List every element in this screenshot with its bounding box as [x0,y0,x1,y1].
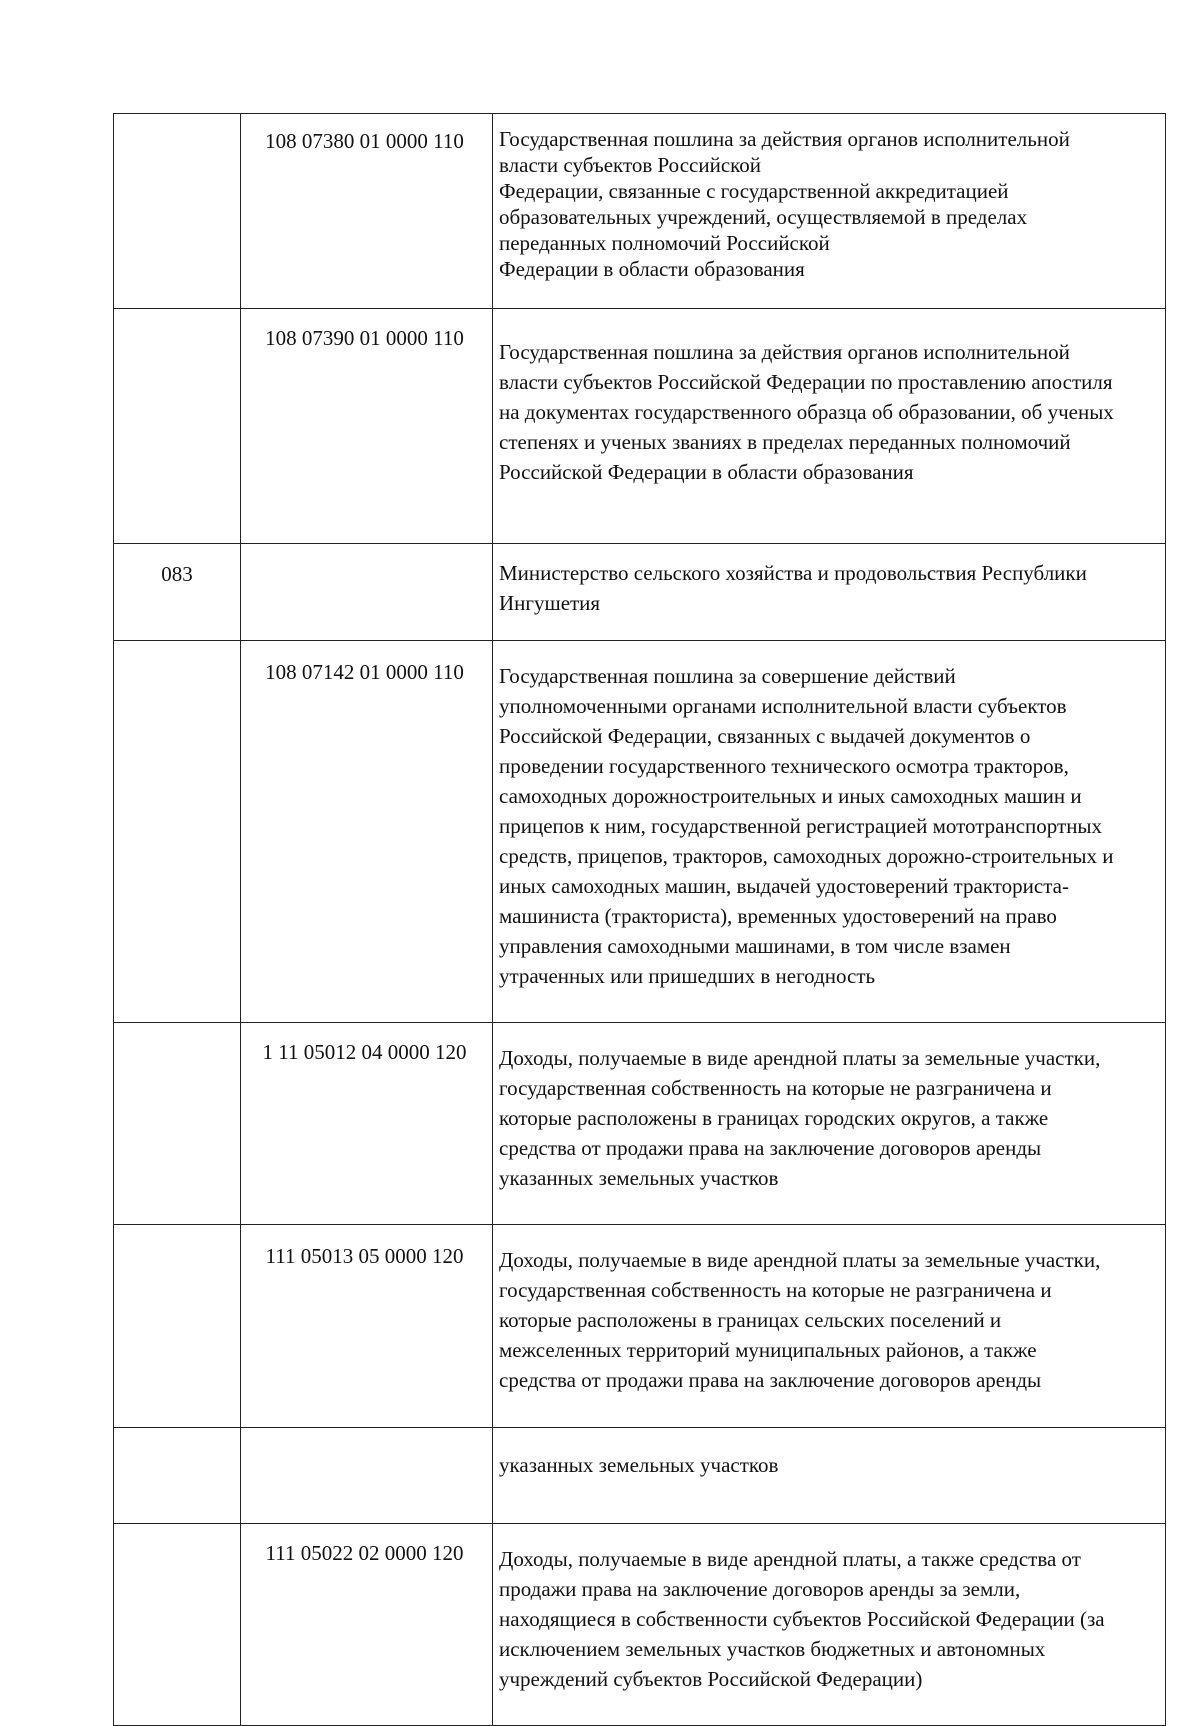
table-body [114,114,1166,1726]
description-line: продажи права на заключение договоров аренды за земли, [499,1577,1021,1601]
description-cell [493,114,1166,309]
description-line: Государственная пошлина за совершение действий [499,664,956,688]
description-line: на документах государственного образца об образовании, об ученых [499,400,1114,424]
description-line: переданных полномочий Российской [499,231,830,255]
kbk-code-cell [241,1428,493,1524]
description-line: Российской Федерации, связанных с выдачей документов о [499,724,1031,748]
description-cell [493,1225,1166,1428]
description-line: средства от продажи права на заключение договоров аренды [499,1136,1042,1160]
admin-code-cell [114,309,241,544]
description-cell [493,641,1166,1023]
table-row [114,641,1166,1023]
description-line: Российской Федерации в области образования [499,460,914,484]
description-line: Государственная пошлина за действия органов исполнительной [499,340,1070,364]
table-row [114,309,1166,544]
description-line: уполномоченными органами исполнительной власти субъектов [499,694,1067,718]
table-row [114,1023,1166,1225]
description-line: которые расположены в границах сельских поселений и [499,1308,1002,1332]
table-row [114,1225,1166,1428]
description-cell [493,309,1166,544]
description-cell [493,1428,1166,1524]
description-cell [493,1023,1166,1225]
description-line: Государственная пошлина за действия органов исполнительной [499,127,1070,151]
description-line: указанных земельных участков [499,1453,779,1477]
revenue-codes-table [113,113,1166,1726]
description-line: находящиеся в собственности субъектов Российской Федерации (за [499,1607,1105,1631]
kbk-code-cell [241,544,493,641]
kbk-code-cell: 1 11 05012 04 0000 120 [241,1023,493,1225]
description-line: Министерство сельского хозяйства и продовольствия Республики [499,561,1087,585]
description-line: Федерации, связанные с государственной аккредитацией [499,179,1009,203]
description-line: межселенных территорий муниципальных районов, а также [499,1338,1037,1362]
admin-code-cell: 083 [114,544,241,641]
admin-code-cell [114,1524,241,1726]
description-line: Ингушетия [499,591,601,615]
description-line: Доходы, получаемые в виде арендной платы за земельные участки, [499,1248,1101,1272]
description-line: исключением земельных участков бюджетных и автономных [499,1637,1046,1661]
description-line: которые расположены в границах городских округов, а также [499,1106,1049,1130]
description-line: управления самоходными машинами, в том числе взамен [499,934,1011,958]
description-line: машиниста (тракториста), временных удостоверений на право [499,904,1057,928]
description-line: Доходы, получаемые в виде арендной платы за земельные участки, [499,1046,1101,1070]
description-line: власти субъектов Российской Федерации по проставлению апостиля [499,370,1113,394]
description-line: самоходных дорожностроительных и иных самоходных машин и [499,784,1082,808]
table-row [114,544,1166,641]
description-line: указанных земельных участков [499,1166,779,1190]
description-line: государственная собственность на которые не разграничена и [499,1278,1052,1302]
description-line: средства от продажи права на заключение договоров аренды [499,1368,1042,1392]
admin-code-cell [114,641,241,1023]
description-cell [493,1524,1166,1726]
admin-code-cell [114,1225,241,1428]
kbk-code-cell: 108 07380 01 0000 110 [241,114,493,309]
description-cell [493,544,1166,641]
description-line: государственная собственность на которые не разграничена и [499,1076,1052,1100]
admin-code-cell [114,1428,241,1524]
description-line: утраченных или пришедших в негодность [499,964,876,988]
description-line: средств, прицепов, тракторов, самоходных дорожно-строительных и [499,844,1114,868]
description-line: иных самоходных машин, выдачей удостоверений тракториста- [499,874,1069,898]
kbk-code-cell: 108 07390 01 0000 110 [241,309,493,544]
kbk-code-cell: 108 07142 01 0000 110 [241,641,493,1023]
description-line: прицепов к ним, государственной регистрацией мототранспортных [499,814,1103,838]
table-row [114,1428,1166,1524]
description-line: проведении государственного технического осмотра тракторов, [499,754,1069,778]
table-row [114,114,1166,309]
description-line: власти субъектов Российской [499,153,762,177]
description-line: образовательных учреждений, осуществляемой в пределах [499,205,1028,229]
description-line: Доходы, получаемые в виде арендной платы, а также средства от [499,1547,1081,1571]
description-line: степенях и ученых званиях в пределах переданных полномочий [499,430,1071,454]
admin-code-cell [114,114,241,309]
admin-code-cell [114,1023,241,1225]
description-line: учреждений субъектов Российской Федерации) [499,1667,923,1691]
description-line: Федерации в области образования [499,257,805,281]
kbk-code-cell: 111 05013 05 0000 120 [241,1225,493,1428]
kbk-code-cell: 111 05022 02 0000 120 [241,1524,493,1726]
table-row [114,1524,1166,1726]
